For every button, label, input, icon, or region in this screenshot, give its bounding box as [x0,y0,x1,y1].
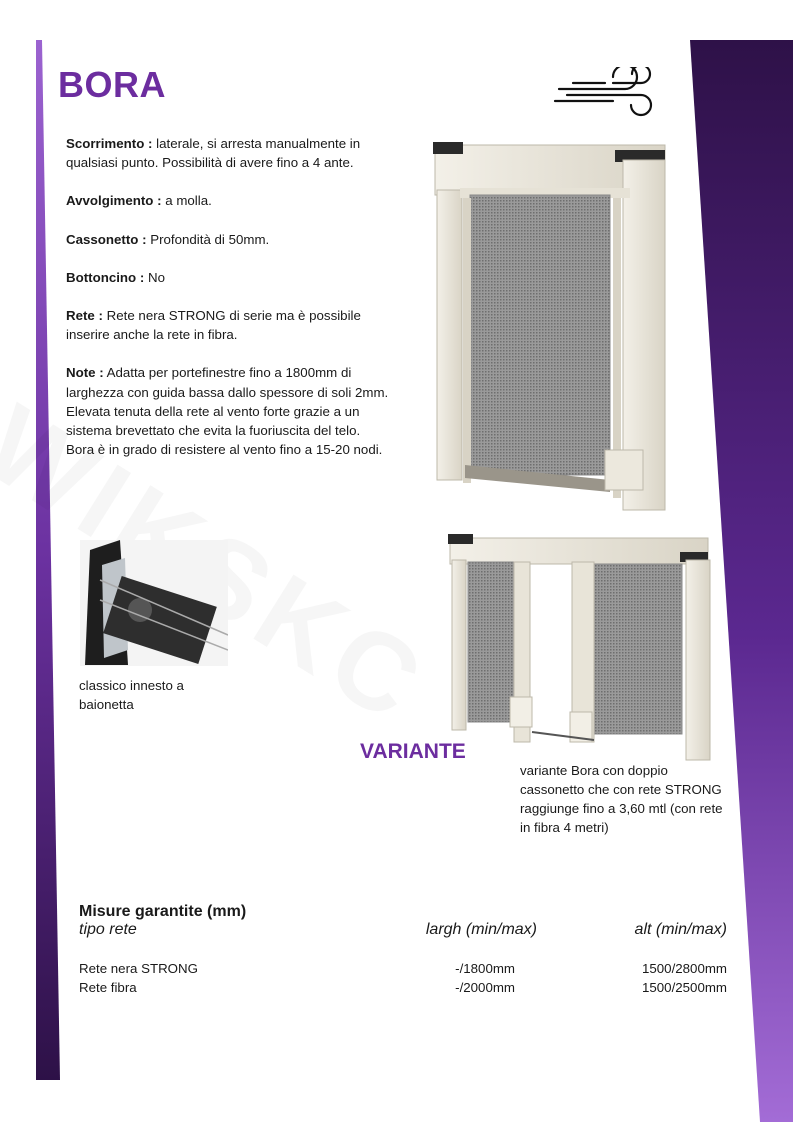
measures-header-row [79,921,727,945]
detail-caption: classico innesto a baionetta [79,678,184,712]
spec-cassonetto: Cassonetto : Profondità di 50mm. [66,231,270,247]
product-image-variant [448,532,713,762]
page-title: BORA [58,64,166,105]
measures-table [79,903,727,999]
col-header-largh: largh (min/max) [425,921,537,938]
product-image-bora [425,140,675,515]
spec-scorrimento: Scorrimento : laterale, si arresta manualmente in qualsiasi punto. Possibilità di avere fino a 4 ante. [66,136,361,171]
variant-caption: variante Bora con doppio cassonetto che con rete STRONG raggiunge fino a 3,60 mtl (con rete in fibra 4 metri) [520,763,723,835]
detail-image-bayonet [80,540,228,666]
table-row: Rete fibra -/2000mm 1500/2500mm [79,980,727,995]
spec-note: Note : Adatta per portefinestre fino a 1800mm di larghezza con guida bassa dallo spessore di soli 2mm. Elevata tenuta della rete al vento forte grazie a un sistema brevettato che evita la fuoriuscita del telo. Bora è in grado di resistere al vento fino a 15-20 nodi. [66,365,389,458]
variant-title: VARIANTE [360,740,466,763]
table-row: Rete nera STRONG -/1800mm 1500/2800mm [79,961,727,976]
col-header-alt: alt (min/max) [634,921,727,938]
spec-bottoncino: Bottoncino : No [66,269,165,285]
spec-avvolgimento: Avvolgimento : a molla. [66,193,212,209]
spec-rete: Rete : Rete nera STRONG di serie ma è possibile inserire anche la rete in fibra. [66,308,361,343]
wind-icon [553,67,663,117]
specs-block [66,134,396,459]
measures-heading: Misure garantite (mm) [79,903,247,920]
col-header-tipo: tipo rete [79,921,137,938]
